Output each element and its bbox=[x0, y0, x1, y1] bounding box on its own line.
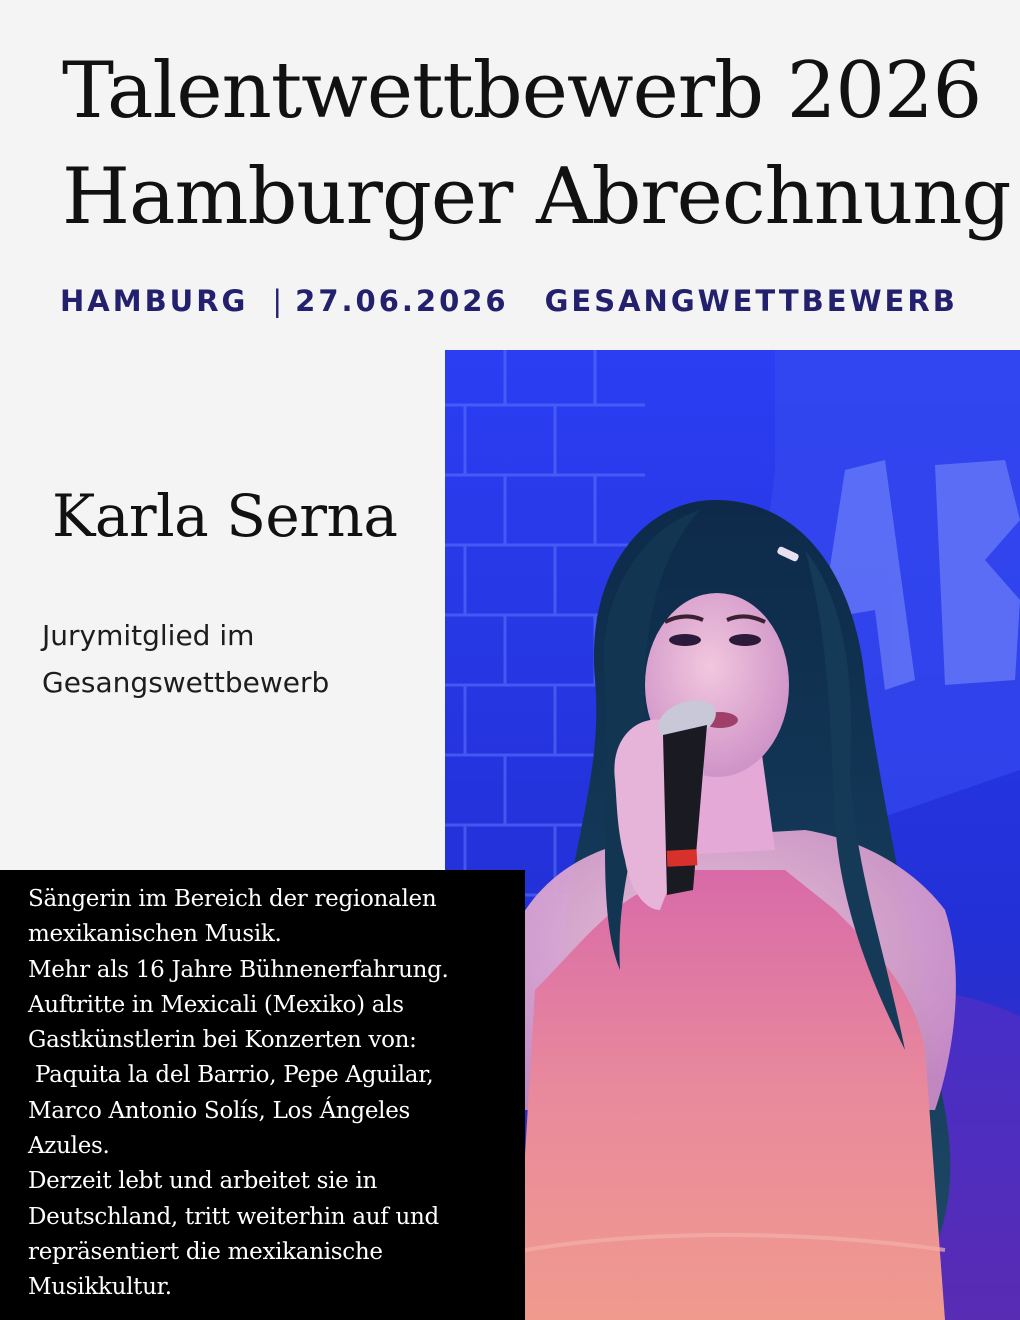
juror-role bbox=[42, 612, 422, 706]
bio-line: Gastkünstlerin bei Konzerten von: bbox=[28, 1027, 417, 1054]
bio-line: Musikkultur. bbox=[28, 1274, 172, 1301]
bio-line: repräsentiert die mexikanische bbox=[28, 1238, 383, 1265]
bio-line: Mehr als 16 Jahre Bühnenerfahrung. bbox=[28, 956, 449, 983]
bio-box bbox=[0, 870, 525, 1320]
bio-line: Paquita la del Barrio, Pepe Aguilar, bbox=[28, 1062, 434, 1089]
bio-line: Deutschland, tritt weiterhin auf und bbox=[28, 1203, 439, 1230]
bio-line: Auftritte in Mexicali (Mexiko) als bbox=[28, 991, 404, 1018]
title-line-2: Hamburger Abrechnung bbox=[62, 152, 1011, 242]
role-line-2: Gesangswettbewerb bbox=[42, 666, 330, 699]
juror-name: Karla Serna bbox=[52, 482, 398, 550]
event-meta bbox=[60, 282, 958, 320]
event-category: GESANGWETTBEWERB bbox=[544, 284, 958, 318]
bio-line: Marco Antonio Solís, Los Ángeles bbox=[28, 1097, 411, 1124]
meta-separator: | bbox=[272, 284, 286, 318]
event-date: 27.06.2026 bbox=[295, 284, 509, 318]
bio-line: Azules. bbox=[28, 1133, 110, 1160]
bio-text bbox=[28, 882, 515, 1306]
role-line-1: Jurymitglied im bbox=[42, 619, 255, 652]
bio-line: mexikanischen Musik. bbox=[28, 921, 282, 948]
singer-photo bbox=[445, 350, 1020, 1320]
event-city: HAMBURG bbox=[60, 284, 249, 318]
poster-title bbox=[62, 38, 1010, 250]
bio-line: Sängerin im Bereich der regionalen bbox=[28, 886, 437, 912]
title-line-1: Talentwettbewerb 2026 bbox=[62, 46, 982, 136]
bio-line: Derzeit lebt und arbeitet sie in bbox=[28, 1168, 378, 1195]
